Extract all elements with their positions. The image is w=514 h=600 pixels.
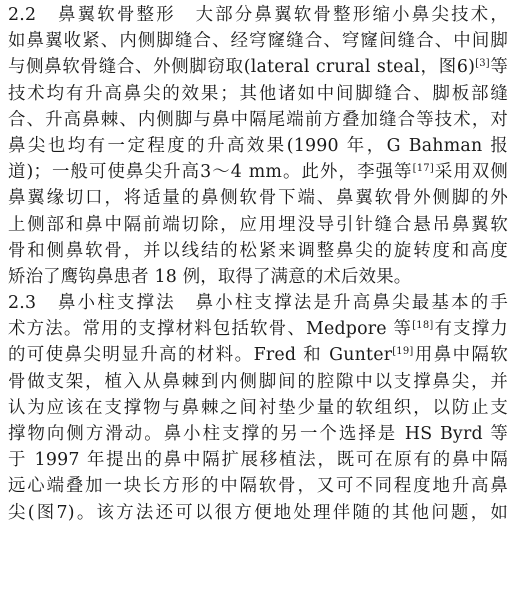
text-line: 远心端叠加一块长方形的中隔软骨，又可不同程度地升高鼻: [8, 476, 508, 497]
text-line: 认为应该在支撑物与鼻棘之间衬垫少量的软组织，以防止支: [8, 397, 508, 418]
text-line: 道)；一般可使鼻尖升高3～4 mm。此外，李强等[17]采用双侧: [8, 162, 508, 183]
text-line: 尖(图7)。该方法还可以很方便地处理伴随的其他问题，如: [8, 502, 508, 522]
text-line: 的可使鼻尖明显升高的材料。Fred 和 Gunter[19]用鼻中隔软: [8, 345, 508, 366]
text-line: 与侧鼻软骨缝合、外侧脚窃取(lateral crural steal，图6)[3]等: [8, 57, 508, 78]
text-line: 如鼻翼收紧、内侧脚缝合、经穹窿缝合、穹窿间缝合、中间脚: [8, 31, 508, 52]
paragraph-2-3: [8, 290, 508, 522]
text-line: 上侧部和鼻中隔前端切除，应用埋没导引针缝合悬吊鼻翼软: [8, 214, 508, 235]
text-line: 矫治了鹰钩鼻患者 18 例，取得了满意的术后效果。: [8, 266, 412, 287]
text-line: 合、升高鼻棘、内侧脚与鼻中隔尾端前方叠加缝合等技术，对: [8, 109, 508, 130]
text-line: 术方法。常用的支撑材料包括软骨、Medpore 等[18]有支撑力: [8, 319, 508, 340]
text-line: 骨和侧鼻软骨，并以线结的松紧来调整鼻尖的旋转度和高度: [8, 240, 508, 261]
text-line: 2.3 鼻小柱支撑法 鼻小柱支撑法是升高鼻尖最基本的手: [8, 293, 508, 314]
text-line: 技术均有升高鼻尖的效果；其他诸如中间脚缝合、脚板部缝: [8, 83, 508, 104]
text-line: 于 1997 年提出的鼻中隔扩展移植法，既可在原有的鼻中隔: [8, 450, 508, 471]
text-line: 骨做支架，植入从鼻棘到内侧脚间的腔隙中以支撑鼻尖，并: [8, 371, 508, 392]
text-line: 鼻翼缘切口，将适量的鼻侧软骨下端、鼻翼软骨外侧脚的外: [8, 188, 508, 209]
text-line: 2.2 鼻翼软骨整形 大部分鼻翼软骨整形缩小鼻尖技术，: [8, 5, 508, 25]
text-line: 撑物向侧方滑动。鼻小柱支撑的另一个选择是 HS Byrd 等: [8, 424, 508, 444]
text-line: 鼻尖也均有一定程度的升高效果(1990 年，G Bahman 报: [8, 135, 508, 156]
paragraph-2-2: [8, 2, 508, 290]
